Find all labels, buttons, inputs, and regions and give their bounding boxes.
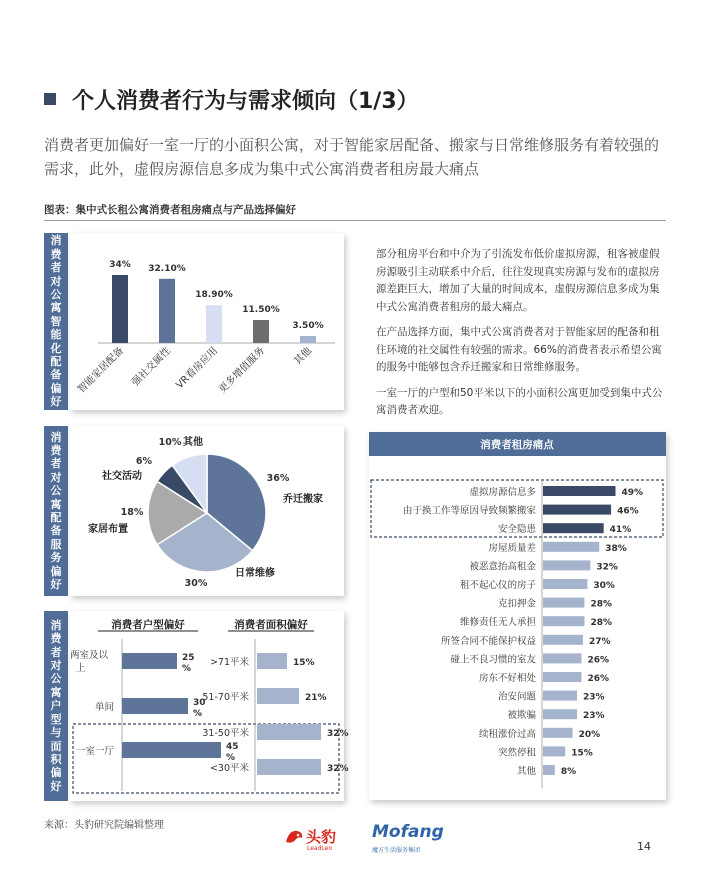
area-category-label: 51-70平米 (202, 692, 249, 703)
layout-category-label: 单间 (94, 702, 114, 713)
leadleo-logo: 头豹 (306, 828, 337, 846)
analysis-text (376, 246, 668, 428)
bar-value-label: 3.50% (292, 321, 324, 331)
bar-value-label: 32.10% (148, 263, 186, 274)
bar (112, 275, 128, 343)
layout-value-label-unit: % (182, 664, 192, 674)
title-marker (44, 93, 56, 105)
pain-category-label: 所签合同不能保护权益 (440, 635, 536, 647)
area-bar (257, 653, 287, 669)
x-tick-label: 强社交属性 (129, 345, 174, 389)
pain-value-label: 38% (605, 543, 627, 554)
pain-bar (543, 616, 584, 626)
pie-value-label: 10% (158, 437, 182, 448)
x-tick-label: VR看房应用 (174, 345, 221, 392)
area-bar (257, 688, 299, 704)
layout-chart-title: 消费者户型偏好 (111, 619, 185, 631)
pain-category-label: 房东不好相处 (478, 673, 536, 684)
mofang-logo: Mofang (372, 822, 444, 842)
pie-category-label: 家居布置 (88, 524, 128, 535)
analysis-paragraph-2: 在产品选择方面，集中式公寓消费者对于智能家居的配备和租住环境的社交属性有较强的需求。66%的消费者表示希望公寓的服务中能够包含乔迁搬家和日常维修服务。 (376, 326, 662, 373)
bar (206, 305, 222, 343)
pain-value-label: 28% (590, 599, 612, 610)
area-bar (257, 759, 321, 775)
smart-home-preference-panel (70, 233, 344, 410)
pain-category-label: 安全隐患 (497, 524, 536, 536)
page-number: 14 (637, 840, 651, 853)
layout-bar (122, 698, 188, 714)
pie-value-label: 30% (184, 578, 208, 589)
pain-bar (543, 635, 583, 645)
service-preference-chart (70, 426, 344, 596)
pie-category-label: 其他 (183, 437, 203, 448)
pain-value-label: 30% (593, 581, 615, 591)
layout-bar (122, 653, 177, 669)
figure-caption: 图表：集中式长租公寓消费者租房痛点与产品选择偏好 (44, 204, 296, 216)
layout-area-chart (70, 611, 349, 801)
pain-category-label: 克扣押金 (497, 598, 536, 610)
service-preference-panel (70, 426, 344, 596)
pain-value-label: 8% (560, 767, 577, 777)
bar-value-label: 18.90% (195, 290, 233, 301)
area-bar (257, 724, 321, 740)
area-category-label: 31-50平米 (202, 728, 249, 739)
pain-bar (543, 728, 573, 738)
pain-category-label: 租不起心仪的房子 (459, 580, 536, 591)
leadleo-logo-icon (283, 826, 305, 848)
pain-bar (543, 746, 565, 756)
pain-bar (543, 523, 604, 533)
bar (159, 279, 175, 343)
caption-divider (44, 220, 666, 221)
pain-chart-title: 消费者租房痛点 (480, 439, 554, 451)
pain-category-label: 虚拟房源信息多 (469, 487, 536, 498)
area-chart-title: 消费者面积偏好 (234, 619, 308, 631)
pain-point-chart (369, 432, 666, 800)
pain-value-label: 46% (617, 506, 639, 517)
bar (253, 320, 269, 343)
layout-panel-label: 消费者对公寓户型与面积偏好 (44, 611, 68, 801)
source-note: 来源：头豹研究院编辑整理 (44, 820, 164, 831)
pain-bar (543, 598, 584, 608)
pie-panel-label: 消费者对公寓配备服务偏好 (44, 426, 68, 596)
area-value-label: 32% (327, 729, 349, 739)
page-subtitle: 消费者更加偏好一室一厅的小面积公寓，对于智能家居配备、搬家与日常维修服务有着较强的需求，此外，虚假房源信息多成为集中式公寓消费者租房最大痛点 (44, 136, 660, 178)
x-tick-label: 更多增值服务 (216, 345, 268, 396)
pie-value-label: 18% (120, 507, 144, 518)
bar-value-label: 34% (109, 260, 131, 270)
pain-value-label: 28% (590, 618, 612, 629)
layout-category-label: 两室及以 (70, 650, 109, 661)
pain-category-label: 其他 (516, 766, 536, 777)
layout-category-label: 上 (76, 663, 86, 674)
pain-value-label: 41% (609, 525, 632, 536)
layout-bar (122, 742, 221, 758)
pain-category-label: 续租涨价过高 (478, 728, 536, 740)
pain-value-label: 27% (588, 636, 611, 647)
pain-bar (543, 691, 577, 701)
pain-value-label: 32% (596, 562, 618, 573)
layout-value-label: 25 (182, 653, 195, 663)
layout-value-label: 45 (226, 742, 239, 752)
bar (300, 336, 316, 343)
pie-category-label: 乔迁搬家 (283, 494, 323, 505)
bar-panel-label: 消费者对公寓智能化配备偏好 (44, 233, 68, 410)
area-value-label: 32% (327, 764, 349, 774)
area-value-label: 21% (305, 693, 327, 703)
area-category-label: <30平米 (209, 763, 249, 774)
bar-value-label: 11.50% (242, 305, 280, 315)
layout-value-label-unit: % (193, 709, 203, 719)
pie-category-label: 日常维修 (235, 568, 275, 579)
layout-value-label-unit: % (226, 753, 236, 763)
pain-category-label: 维修责任无人承担 (459, 617, 536, 629)
area-category-label: >71平米 (209, 657, 249, 668)
mofang-logo-sub: 魔方生活服务集团 (372, 847, 421, 854)
pain-category-label: 被欺骗 (507, 710, 536, 722)
smart-home-preference-chart (70, 233, 344, 410)
pain-bar (543, 560, 590, 570)
pain-value-label: 23% (583, 711, 605, 722)
pain-bar (543, 653, 581, 663)
pain-bar (543, 542, 599, 552)
leadleo-logo-sub: LeadLeo (307, 845, 333, 852)
layout-category-label: 一室一厅 (75, 746, 114, 757)
pain-category-label: 突然停租 (497, 747, 536, 759)
pain-category-label: 治安问题 (497, 691, 536, 703)
pain-value-label: 26% (587, 674, 610, 684)
pain-category-label: 房屋质量差 (488, 542, 536, 554)
pain-bar (543, 579, 587, 589)
x-tick-label: 其他 (292, 345, 315, 368)
pain-value-label: 15% (571, 748, 593, 759)
pain-bar (543, 505, 611, 515)
pain-category-label: 由于换工作等原因导致频繁搬家 (402, 505, 536, 517)
layout-area-panel (70, 611, 349, 801)
pain-value-label: 26% (587, 655, 610, 666)
pie-value-label: 6% (135, 456, 153, 467)
layout-value-label: 30 (193, 698, 206, 708)
analysis-paragraph-1: 部分租房平台和中介为了引流发布低价虚拟房源，租客被虚假房源吸引主动联系中介后，往往发现真实房源与发布的虚拟房源差距巨大，增加了大量的时间成本，虚假房源信息多成为集中式公寓消费者租房的最大痛点。 (376, 248, 660, 313)
page-title: 个人消费者行为与需求倾向（1/3） (72, 89, 419, 114)
pie-category-label: 社交活动 (102, 471, 142, 482)
pie-value-label: 36% (266, 473, 290, 484)
pain-bar (543, 486, 616, 496)
area-value-label: 15% (293, 658, 315, 668)
x-tick-label: 智能家居配备 (75, 345, 127, 396)
pain-bar (543, 765, 555, 775)
pain-point-panel (369, 432, 666, 800)
pain-bar (543, 672, 581, 682)
analysis-paragraph-3: 一室一厅的户型和50平米以下的小面积公寓更加受到集中式公寓消费者欢迎。 (376, 386, 663, 416)
pain-category-label: 被恶意抬高租金 (469, 561, 536, 573)
pain-category-label: 碰上不良习惯的室友 (450, 654, 536, 666)
pain-value-label: 49% (621, 488, 644, 498)
pain-bar (543, 709, 577, 719)
pain-value-label: 23% (583, 692, 605, 703)
pain-value-label: 20% (578, 729, 601, 740)
